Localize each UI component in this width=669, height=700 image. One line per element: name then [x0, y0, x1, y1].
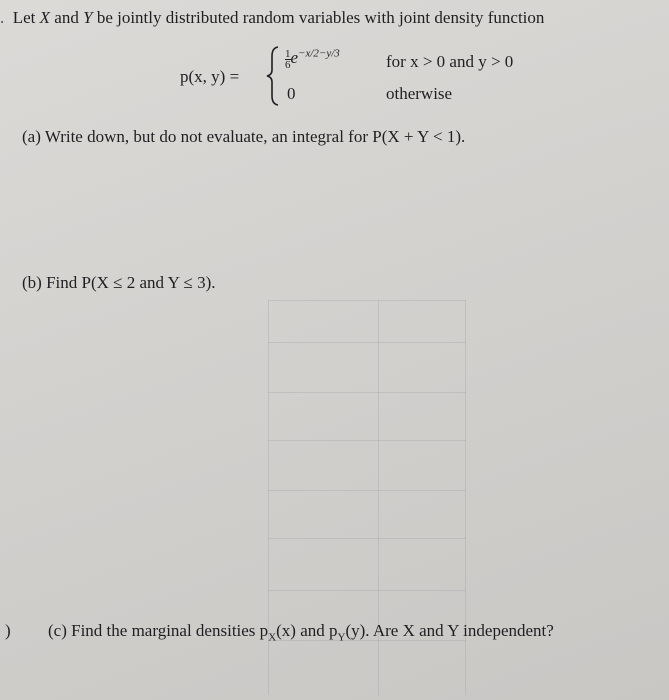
intro-suffix: be jointly distributed random variables with joint density function — [96, 8, 545, 27]
part-b-label: (b) — [22, 273, 42, 292]
part-b-text: Find P(X ≤ 2 and Y ≤ 3). — [46, 273, 216, 292]
part-a-label: (a) — [22, 127, 41, 146]
case2-value: 0 — [287, 84, 296, 103]
part-c-text: Find the marginal densities p — [71, 621, 269, 640]
part-c-label: (c) — [48, 621, 67, 640]
density-lhs: p(x, y) = — [180, 67, 240, 86]
part-a — [22, 127, 465, 147]
intro-word: Let — [12, 8, 36, 27]
sub-y: Y — [337, 631, 346, 644]
exponent: −x/2−y/3 — [298, 47, 340, 60]
var-x: X — [39, 8, 51, 27]
margin-mark: ) — [5, 621, 11, 640]
sub-x: X — [268, 631, 277, 644]
case2-condition: otherwise — [386, 84, 453, 103]
case1-expression — [285, 48, 340, 70]
case-brace — [266, 46, 280, 106]
frac-den: 6 — [285, 58, 291, 71]
case1-condition: for x > 0 and y > 0 — [386, 52, 514, 71]
problem-intro: . Let X and Y be jointly distributed random variables with joint density function — [0, 8, 545, 27]
intro-and: and — [54, 8, 79, 27]
part-c-mid: (x) and p — [276, 621, 338, 640]
part-a-text: Write down, but do not evaluate, an integral for P(X + Y < 1). — [44, 127, 466, 146]
var-y: Y — [83, 8, 93, 27]
part-c — [48, 621, 554, 644]
part-b — [22, 273, 216, 293]
part-c-end: (y). Are X and Y independent? — [345, 621, 554, 640]
frac-num: 1 — [285, 47, 291, 60]
exp-base: e — [290, 48, 299, 67]
